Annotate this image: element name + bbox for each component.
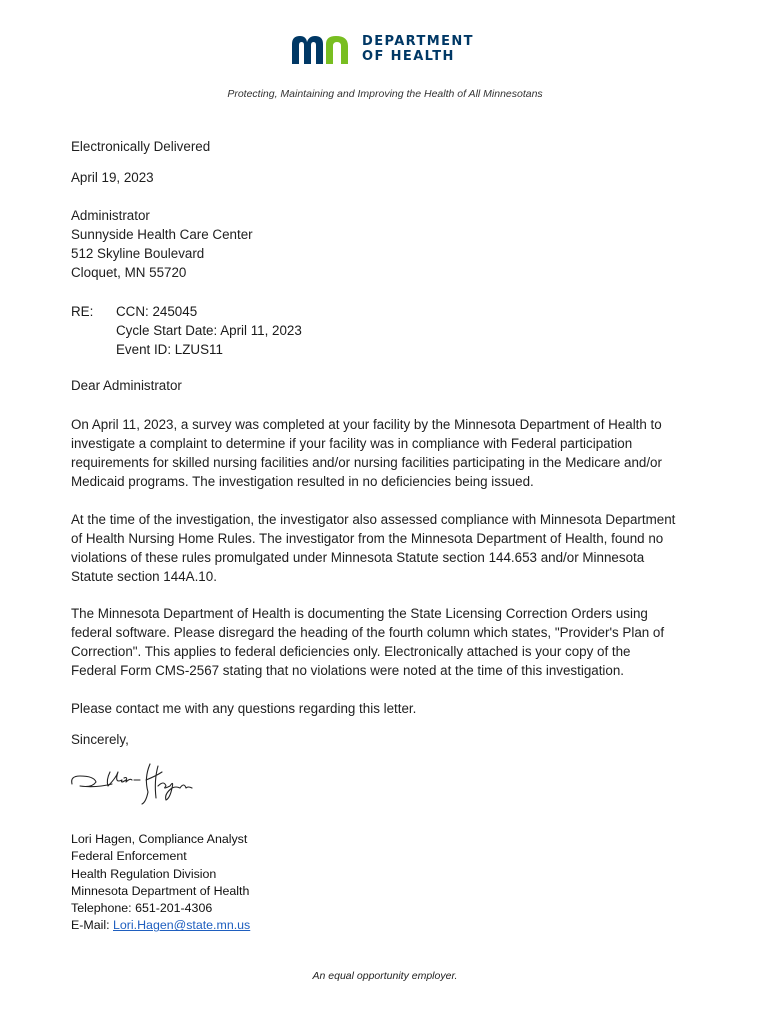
signer-name-title: Lori Hagen, Compliance Analyst: [71, 832, 248, 846]
address-line: Sunnyside Health Care Center: [71, 227, 253, 242]
signature-block: [71, 831, 250, 935]
re-details: [116, 302, 302, 359]
letterhead-tagline: Protecting, Maintaining and Improving the Health of All Minnesotans: [227, 88, 543, 100]
email-link[interactable]: Lori.Hagen@state.mn.us: [113, 918, 251, 933]
logo-line-2: OF HEALTH: [362, 49, 455, 64]
paragraph-line: At the time of the investigation, the investigator also assessed compliance with Minnesota Department: [71, 512, 676, 527]
logo-wordmark: [362, 34, 474, 64]
logo-line-1: DEPARTMENT: [362, 34, 474, 49]
paragraph-line: The Minnesota Department of Health is documenting the State Licensing Correction Orders using: [71, 606, 648, 621]
mn-logo-mark-icon: [290, 34, 356, 64]
email-label: E-Mail:: [71, 918, 113, 933]
paragraph-line: federal software. Please disregard the heading of the fourth column which states, "Provider's Plan of: [71, 625, 665, 640]
paragraph-line: Medicaid programs. The investigation resulted in no deficiencies being issued.: [71, 474, 534, 489]
paragraph-line: Correction". This applies to federal deficiencies only. Electronically attached is your copy of the: [71, 644, 631, 659]
paragraph-line: investigate a complaint to determine if your facility was in compliance with Federal participation: [71, 436, 633, 451]
re-event-id: Event ID: LZUS11: [116, 342, 223, 357]
footer-eoe: An equal opportunity employer.: [312, 970, 458, 982]
signer-telephone: Telephone: 651-201-4306: [71, 901, 213, 916]
contact-line: Please contact me with any questions regarding this letter.: [71, 701, 417, 716]
paragraph-correction-orders: [71, 604, 711, 680]
address-line: Administrator: [71, 208, 150, 223]
handwritten-signature: [66, 758, 196, 810]
address-line: Cloquet, MN 55720: [71, 265, 187, 280]
salutation: Dear Administrator: [71, 378, 182, 393]
signer-email-row: [71, 917, 250, 934]
re-cycle-start: Cycle Start Date: April 11, 2023: [116, 323, 302, 338]
paragraph-survey-result: [71, 415, 711, 491]
paragraph-line: requirements for skilled nursing facilities and/or nursing facilities participating in the Medicare and/or: [71, 455, 662, 470]
closing: Sincerely,: [71, 732, 129, 747]
re-ccn: CCN: 245045: [116, 304, 198, 319]
paragraph-line: On April 11, 2023, a survey was completed at your facility by the Minnesota Department of Health to: [71, 417, 662, 432]
mdh-logo: [290, 32, 490, 68]
address-line: 512 Skyline Boulevard: [71, 246, 205, 261]
paragraph-line: violations of these rules promulgated under Minnesota Statute section 144.653 and/or Minnesota: [71, 550, 645, 565]
paragraph-line: Federal Form CMS-2567 stating that no violations were noted at the time of this investigation.: [71, 663, 625, 678]
letter-date: April 19, 2023: [71, 170, 154, 185]
signer-unit: Federal Enforcement: [71, 849, 187, 864]
paragraph-line: Statute section 144A.10.: [71, 569, 217, 584]
recipient-address: [71, 206, 253, 282]
delivery-method: Electronically Delivered: [71, 139, 211, 154]
re-label: RE:: [71, 304, 94, 319]
paragraph-state-rules: [71, 510, 711, 586]
signer-department: Minnesota Department of Health: [71, 883, 250, 898]
paragraph-line: of Health Nursing Home Rules. The investigator from the Minnesota Department of Health, found no: [71, 531, 664, 546]
signer-division: Health Regulation Division: [71, 866, 217, 881]
